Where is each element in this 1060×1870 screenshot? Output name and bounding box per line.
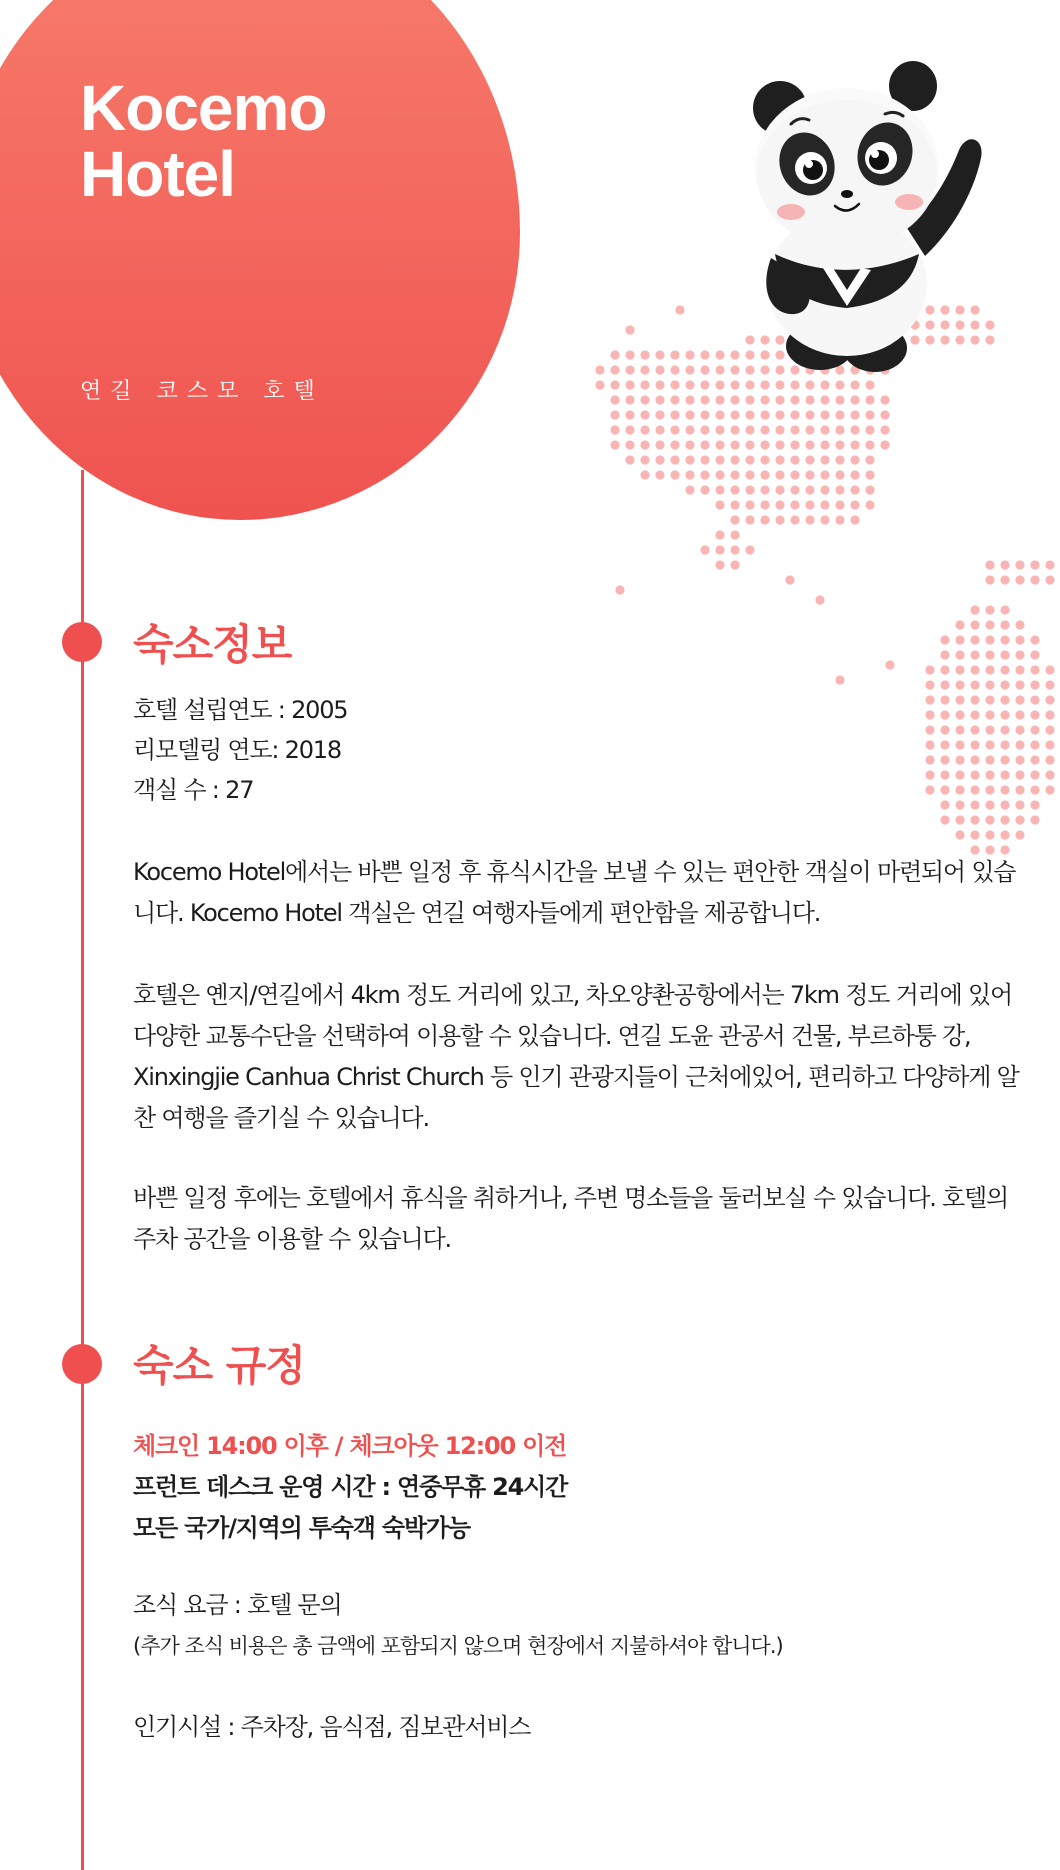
breakfast-info: [133, 1585, 1023, 1667]
location-text: 호텔은 옌지/연길에서 4km 정도 거리에 있고, 차오양촨공항에서는 7km 정도 거리에 있어 다양한 교통수단을 선택하여 이용할 수 있습니다. 연길 도윤 관공서 건물, 부르하퉁 강, Xinxingjie Canhua Christ Church 등 인기 관광지들이 근처에있어, 편리하고 다양하게 알찬 여행을 즐기실 수 있습니다.: [133, 981, 1019, 1132]
location-paragraph: [133, 975, 1023, 1139]
remodel-year: 리모델링 연도: 2018: [133, 736, 341, 764]
checkin-checkout-times: 체크인 14:00 이후 / 체크아웃 12:00 이전: [133, 1432, 567, 1460]
section-title-rules: 숙소 규정: [133, 1341, 305, 1390]
founded-year: 호텔 설립연도 : 2005: [133, 696, 348, 724]
breakfast-fee: 조식 요금 : 호텔 문의: [133, 1591, 342, 1619]
breakfast-note: (추가 조식 비용은 총 금액에 포함되지 않으며 현장에서 지불하셔야 합니다.): [133, 1634, 783, 1658]
amenities-paragraph: [133, 1178, 1023, 1260]
description-paragraph: [133, 852, 1023, 934]
guest-eligibility: 모든 국가/지역의 투숙객 숙박가능: [133, 1514, 470, 1542]
room-count: 객실 수 : 27: [133, 776, 254, 804]
facilities-text: 인기시설 : 주차장, 음식점, 짐보관서비스: [133, 1713, 531, 1741]
hotel-facts: [133, 690, 1023, 810]
description-text: Kocemo Hotel에서는 바쁜 일정 후 휴식시간을 보낼 수 있는 편안한 객실이 마련되어 있습니다. Kocemo Hotel 객실은 연길 여행자들에게 편안함을 제공합니다.: [133, 858, 1016, 927]
timeline-dot: [62, 1344, 102, 1384]
amenities-text: 바쁜 일정 후에는 호텔에서 휴식을 취하거나, 주변 명소들을 둘러보실 수 있습니다. 호텔의 주차 공간을 이용할 수 있습니다.: [133, 1184, 1008, 1253]
section-title-info: 숙소정보: [133, 620, 292, 669]
timeline-dot: [62, 622, 102, 662]
timeline-line: [81, 470, 84, 1870]
hotel-korean-name: 연길 코스모 호텔: [80, 379, 324, 404]
front-desk-hours: 프런트 데스크 운영 시간 : 연중무휴 24시간: [133, 1473, 568, 1501]
panda-mascot-icon: [735, 58, 995, 378]
hotel-name: Kocemo Hotel: [80, 72, 327, 210]
popular-facilities: [133, 1707, 1023, 1748]
rules-list: [133, 1426, 1023, 1549]
